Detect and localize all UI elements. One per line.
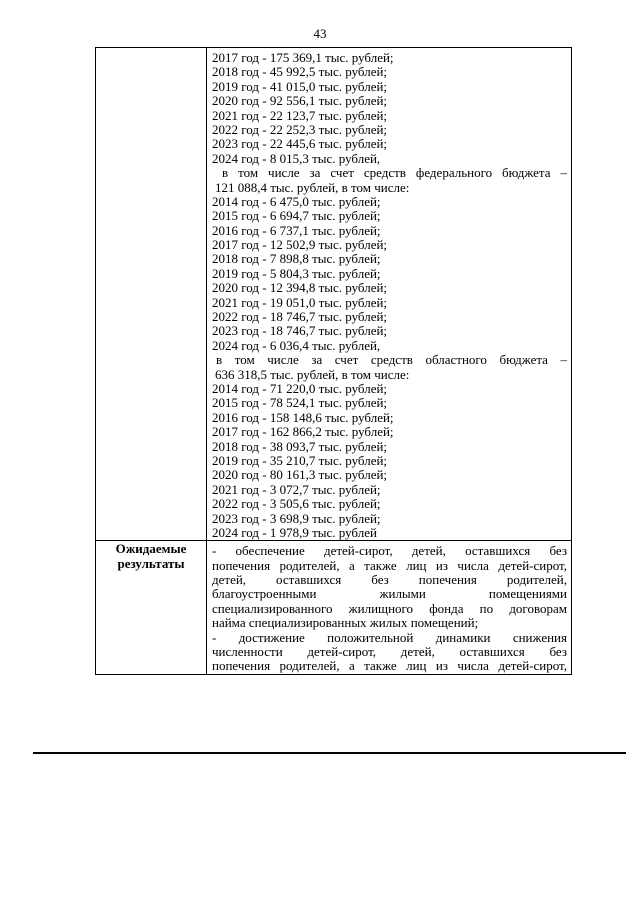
federal-intro: в том числе за счет средств федерального бюджета – bbox=[222, 166, 567, 181]
regional-total: 636 318,5 тыс. рублей, в том числе: bbox=[215, 366, 410, 382]
finance-year-line: 2022 год - 22 252,3 тыс. рублей; bbox=[212, 121, 388, 137]
federal-year-line: 2023 год - 18 746,7 тыс. рублей; bbox=[212, 323, 388, 339]
finance-label-cell bbox=[96, 48, 207, 541]
finance-year-line: 2020 год - 92 556,1 тыс. рублей; bbox=[212, 93, 388, 109]
federal-year-line: 2021 год - 19 051,0 тыс. рублей; bbox=[212, 294, 388, 310]
regional-lines bbox=[212, 382, 567, 540]
federal-year-line: 2015 год - 6 694,7 тыс. рублей; bbox=[212, 208, 381, 224]
federal-year-line: 2014 год - 6 475,0 тыс. рублей; bbox=[212, 193, 381, 209]
finance-year-line: 2019 год - 41 015,0 тыс. рублей; bbox=[212, 78, 388, 94]
page-number: 43 bbox=[313, 26, 327, 41]
results-line: благоустроенными жилыми помещениями bbox=[212, 587, 567, 602]
passport-table bbox=[95, 47, 572, 675]
finance-cell bbox=[207, 48, 572, 541]
results-line: численности детей-сирот, детей, оставшихся без bbox=[212, 645, 567, 660]
federal-year-line: 2019 год - 5 804,3 тыс. рублей; bbox=[212, 265, 381, 281]
finance-year-line: 2021 год - 22 123,7 тыс. рублей; bbox=[212, 107, 388, 123]
regional-year-line: 2014 год - 71 220,0 тыс. рублей; bbox=[212, 380, 388, 396]
finance-row bbox=[96, 48, 572, 541]
results-row bbox=[96, 541, 572, 675]
results-line: - обеспечение детей-сирот, детей, оставшихся без bbox=[212, 544, 567, 559]
regional-year-line: 2018 год - 38 093,7 тыс. рублей; bbox=[212, 438, 388, 454]
footer-rule bbox=[33, 752, 626, 754]
finance-year-line: 2023 год - 22 445,6 тыс. рублей; bbox=[212, 136, 388, 152]
regional-year-line: 2021 год - 3 072,7 тыс. рублей; bbox=[212, 481, 381, 497]
results-cell bbox=[207, 541, 572, 675]
regional-year-line: 2024 год - 1 978,9 тыс. рублей bbox=[212, 524, 377, 540]
regional-year-line: 2017 год - 162 866,2 тыс. рублей; bbox=[212, 424, 394, 440]
finance-total-lines bbox=[212, 51, 567, 166]
finance-year-line: 2024 год - 8 015,3 тыс. рублей, bbox=[212, 150, 381, 166]
regional-year-line: 2022 год - 3 505,6 тыс. рублей; bbox=[212, 496, 381, 512]
federal-lines bbox=[212, 195, 567, 353]
regional-year-line: 2019 год - 35 210,7 тыс. рублей; bbox=[212, 452, 388, 468]
federal-year-line: 2016 год - 6 737,1 тыс. рублей; bbox=[212, 222, 381, 238]
results-line: попечения родителей, а также лиц из числа детей-сирот, bbox=[212, 659, 567, 674]
federal-year-line: 2017 год - 12 502,9 тыс. рублей; bbox=[212, 237, 388, 253]
results-label-line1: Ожидаемые bbox=[115, 541, 187, 557]
regional-intro: в том числе за счет средств областного бюджета – bbox=[216, 353, 567, 368]
federal-year-line: 2020 год - 12 394,8 тыс. рублей; bbox=[212, 280, 388, 296]
results-label-cell bbox=[96, 541, 207, 675]
federal-year-line: 2018 год - 7 898,8 тыс. рублей; bbox=[212, 251, 381, 267]
regional-year-line: 2016 год - 158 148,6 тыс. рублей; bbox=[212, 409, 394, 425]
results-label-line2: результаты bbox=[117, 556, 185, 572]
regional-year-line: 2015 год - 78 524,1 тыс. рублей; bbox=[212, 395, 388, 411]
finance-year-line: 2017 год - 175 369,1 тыс. рублей; bbox=[212, 50, 394, 65]
results-line: попечения родителей, а также лиц из числа детей-сирот, bbox=[212, 558, 567, 573]
federal-total: 121 088,4 тыс. рублей, в том числе: bbox=[215, 179, 410, 195]
regional-year-line: 2020 год - 80 161,3 тыс. рублей; bbox=[212, 467, 388, 483]
results-line: детей, оставшихся без попечения родителей, bbox=[212, 573, 567, 588]
regional-year-line: 2023 год - 3 698,9 тыс. рублей; bbox=[212, 510, 381, 526]
finance-year-line: 2018 год - 45 992,5 тыс. рублей; bbox=[212, 64, 388, 80]
results-text bbox=[212, 544, 567, 674]
results-line: найма специализированных жилых помещений; bbox=[212, 615, 479, 631]
federal-year-line: 2024 год - 6 036,4 тыс. рублей, bbox=[212, 337, 381, 353]
results-line: специализированного жилищного фонда по договорам bbox=[212, 601, 567, 616]
results-line: - достижение положительной динамики снижения bbox=[212, 630, 567, 645]
federal-year-line: 2022 год - 18 746,7 тыс. рублей; bbox=[212, 309, 388, 325]
